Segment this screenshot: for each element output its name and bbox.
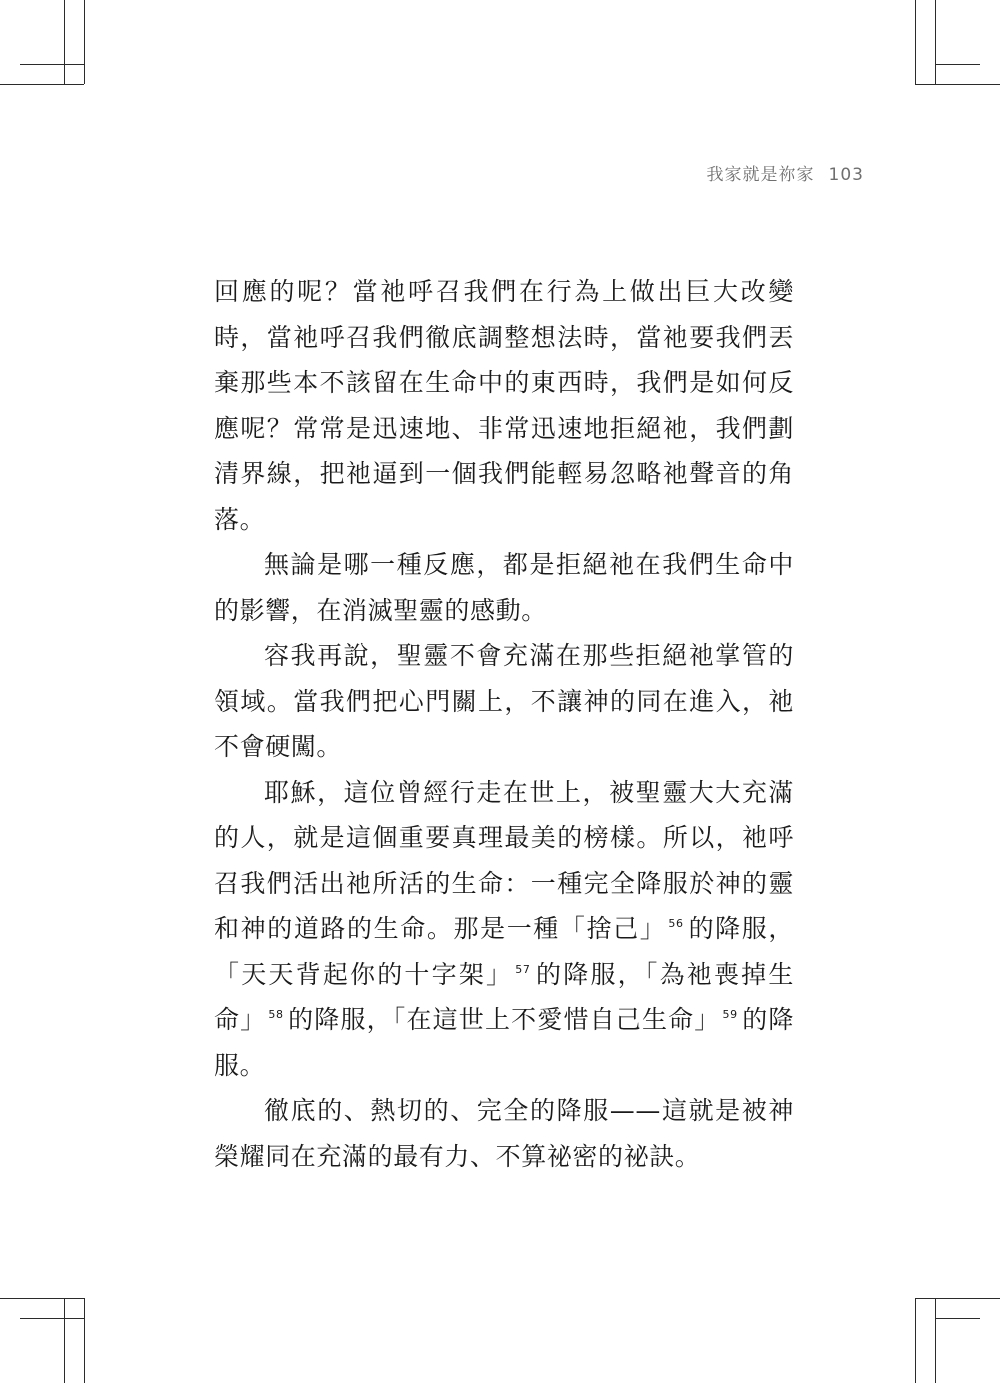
crop-mark-top-right-vertical: [915, 0, 916, 84]
body-text: [214, 269, 794, 1179]
crop-mark-bottom-left-vertical: [84, 1298, 85, 1383]
paragraph-text: 回應的呢？當祂呼召我們在行為上做出巨大改變時，當祂呼召我們徹底調整想法時，當祂要我們丟棄那些本不該留在生命中的東西時，我們是如何反應呢？常常是迅速地、非常迅速地拒絕祂，我們劃清界線，把祂逼到一個我們能輕易忽略祂聲音的角落。: [214, 277, 794, 534]
paragraph-text: 無論是哪一種反應，都是拒絕祂在我們生命中的影響，在消滅聖靈的感動。: [214, 550, 794, 625]
paragraph-text: 的降服。: [214, 1005, 795, 1080]
footnote-reference: 59: [722, 1008, 738, 1021]
crop-mark-bottom-right-vertical-inner: [935, 1298, 936, 1383]
crop-mark-bottom-left-vertical-inner: [64, 1298, 65, 1383]
crop-mark-bottom-left-horizontal-inner: [20, 1318, 84, 1319]
paragraph-text: 的降服，「天天背起你的十字架」: [214, 914, 794, 989]
paragraph-text: 耶穌，這位曾經行走在世上，被聖靈大大充滿的人，就是這個重要真理最美的榜樣。所以，祂呼召我們活出祂所活的生命：一種完全降服於神的靈和神的道路的生命。那是一種「捨己」: [214, 777, 794, 943]
book-title: 我家就是祢家: [706, 165, 815, 185]
crop-mark-top-left-horizontal-outer: [0, 84, 84, 85]
footnote-reference: 56: [668, 917, 684, 930]
paragraph: [214, 770, 794, 1089]
crop-mark-bottom-right-horizontal-outer: [915, 1298, 1000, 1299]
paragraph-text: 的降服，「在這世上不愛惜自己生命」: [287, 1005, 721, 1034]
crop-mark-bottom-right-vertical: [915, 1298, 916, 1383]
page-number: 103: [828, 165, 864, 185]
crop-mark-top-right-horizontal-outer: [915, 84, 1000, 85]
paragraph: [214, 1088, 794, 1179]
footnote-reference: 57: [515, 962, 531, 976]
running-header: [707, 160, 864, 185]
crop-mark-top-right-vertical-inner: [935, 0, 936, 84]
crop-mark-bottom-right-horizontal-inner: [935, 1318, 980, 1319]
crop-mark-top-left-vertical: [84, 0, 85, 84]
paragraph: [214, 633, 794, 770]
paragraph: [214, 269, 794, 542]
crop-mark-top-left-vertical-inner: [64, 0, 65, 84]
paragraph-text: 徹底的、熱切的、完全的降服——這就是被神榮耀同在充滿的最有力、不算祕密的祕訣。: [214, 1096, 794, 1171]
paragraph-text: 的降服，「為祂喪掉生命」: [214, 959, 794, 1034]
footnote-reference: 58: [268, 1008, 284, 1021]
paragraph-text: 容我再說，聖靈不會充滿在那些拒絕祂掌管的領域。當我們把心門關上，不讓神的同在進入，祂不會硬闖。: [214, 641, 794, 761]
crop-mark-bottom-left-horizontal-outer: [0, 1298, 84, 1299]
paragraph: [214, 542, 794, 633]
crop-mark-top-right-horizontal-inner: [935, 64, 980, 65]
crop-mark-top-left-horizontal-inner: [20, 64, 84, 65]
